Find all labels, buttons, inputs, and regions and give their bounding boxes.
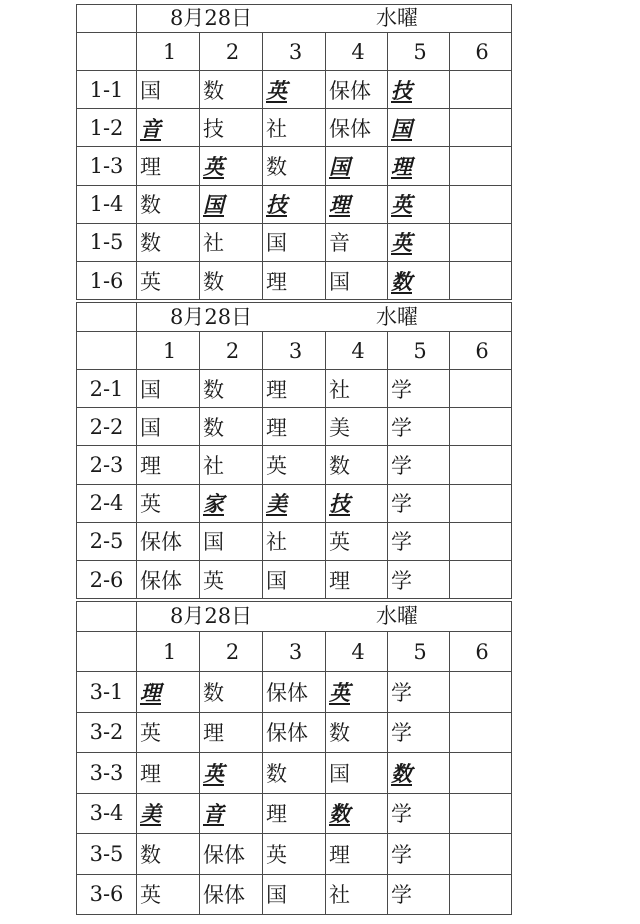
subject-cell xyxy=(450,753,512,794)
subject-text-changed: 英 xyxy=(391,230,412,256)
subject-cell xyxy=(263,712,326,753)
subject-cell xyxy=(263,147,326,185)
period-number: 5 xyxy=(388,332,450,370)
subject-cell xyxy=(326,712,388,753)
subject-cell xyxy=(263,560,326,598)
subject-cell xyxy=(200,261,263,299)
period-number: 3 xyxy=(263,632,326,672)
subject-text-changed: 音 xyxy=(140,115,161,141)
subject-text: 学 xyxy=(391,568,412,593)
subject-cell xyxy=(388,185,450,223)
subject-text: 数 xyxy=(329,453,350,478)
subject-cell xyxy=(450,370,512,408)
subject-text: 数 xyxy=(140,231,161,256)
subject-cell xyxy=(388,793,450,834)
subject-text: 理 xyxy=(140,453,161,478)
subject-text: 英 xyxy=(329,530,350,555)
subject-text: 学 xyxy=(391,802,412,827)
subject-text: 英 xyxy=(140,492,161,517)
subject-cell xyxy=(200,712,263,753)
subject-cell xyxy=(388,370,450,408)
table-row xyxy=(77,874,512,915)
subject-text-changed: 美 xyxy=(266,491,287,517)
subject-cell xyxy=(450,147,512,185)
subject-text: 学 xyxy=(391,680,412,705)
subject-text: 英 xyxy=(203,568,224,593)
subject-cell xyxy=(326,185,388,223)
subject-text: 数 xyxy=(203,377,224,402)
subject-cell xyxy=(326,522,388,560)
subject-text-changed: 国 xyxy=(329,153,350,179)
table-row xyxy=(77,672,512,713)
subject-text-changed: 技 xyxy=(329,491,350,517)
period-number: 5 xyxy=(388,33,450,71)
subject-text: 理 xyxy=(140,154,161,179)
subject-cell xyxy=(388,522,450,560)
subject-text: 国 xyxy=(329,761,350,786)
subject-text-changed: 英 xyxy=(203,153,224,179)
subject-text: 理 xyxy=(203,721,224,746)
subject-cell xyxy=(388,147,450,185)
subject-cell xyxy=(326,370,388,408)
corner-cell xyxy=(77,602,137,632)
subject-text: 保体 xyxy=(140,530,182,555)
subject-cell xyxy=(450,484,512,522)
class-label: 3-4 xyxy=(77,793,137,834)
period-number: 2 xyxy=(200,632,263,672)
class-label: 2-5 xyxy=(77,522,137,560)
table-row xyxy=(77,793,512,834)
class-label: 1-2 xyxy=(77,109,137,147)
subject-cell xyxy=(200,71,263,109)
subject-text: 国 xyxy=(140,78,161,103)
corner-cell xyxy=(77,33,137,71)
class-label: 2-6 xyxy=(77,560,137,598)
subject-text: 学 xyxy=(391,721,412,746)
subject-cell xyxy=(200,672,263,713)
period-number: 4 xyxy=(326,33,388,71)
subject-cell xyxy=(263,753,326,794)
subject-text-changed: 英 xyxy=(391,192,412,218)
subject-cell xyxy=(137,261,200,299)
subject-text: 保体 xyxy=(140,568,182,593)
subject-cell xyxy=(137,223,200,261)
date-label: 8月28日 xyxy=(170,305,253,329)
subject-text: 英 xyxy=(266,453,287,478)
table-row xyxy=(77,834,512,875)
date-label: 8月28日 xyxy=(170,6,253,30)
subject-text: 理 xyxy=(266,377,287,402)
subject-text: 英 xyxy=(140,269,161,294)
subject-cell xyxy=(200,834,263,875)
subject-cell xyxy=(200,223,263,261)
corner-cell xyxy=(77,5,137,33)
subject-text: 国 xyxy=(140,377,161,402)
subject-text: 技 xyxy=(203,116,224,141)
subject-cell xyxy=(450,874,512,915)
table-row xyxy=(77,560,512,598)
subject-cell xyxy=(263,793,326,834)
subject-text-changed: 英 xyxy=(266,77,287,103)
subject-cell xyxy=(450,672,512,713)
table-row xyxy=(77,261,512,299)
subject-text-changed: 数 xyxy=(391,268,412,294)
subject-text-changed: 技 xyxy=(391,77,412,103)
subject-cell xyxy=(200,446,263,484)
subject-cell xyxy=(200,560,263,598)
subject-text: 理 xyxy=(266,415,287,440)
period-number: 2 xyxy=(200,33,263,71)
subject-text: 英 xyxy=(266,842,287,867)
table-row xyxy=(77,223,512,261)
subject-cell xyxy=(388,71,450,109)
subject-cell xyxy=(450,793,512,834)
subject-cell xyxy=(388,753,450,794)
table-row xyxy=(77,370,512,408)
subject-cell xyxy=(137,672,200,713)
subject-cell xyxy=(388,672,450,713)
period-number: 3 xyxy=(263,332,326,370)
subject-text: 学 xyxy=(391,377,412,402)
subject-text: 理 xyxy=(140,761,161,786)
class-label: 1-3 xyxy=(77,147,137,185)
subject-text: 数 xyxy=(266,154,287,179)
subject-cell xyxy=(326,753,388,794)
class-label: 3-5 xyxy=(77,834,137,875)
subject-cell xyxy=(450,71,512,109)
subject-text: 社 xyxy=(203,453,224,478)
subject-cell xyxy=(200,874,263,915)
table-row xyxy=(77,446,512,484)
subject-text: 社 xyxy=(329,883,350,908)
subject-cell xyxy=(137,522,200,560)
subject-text: 国 xyxy=(329,269,350,294)
subject-cell xyxy=(263,408,326,446)
table-row xyxy=(77,522,512,560)
subject-text-changed: 国 xyxy=(391,115,412,141)
subject-text-changed: 音 xyxy=(203,801,224,827)
subject-cell xyxy=(326,446,388,484)
subject-cell xyxy=(388,408,450,446)
corner-cell xyxy=(77,332,137,370)
subject-cell xyxy=(388,446,450,484)
subject-cell xyxy=(326,560,388,598)
subject-text: 理 xyxy=(329,568,350,593)
subject-text: 国 xyxy=(203,530,224,555)
subject-text-changed: 英 xyxy=(203,760,224,786)
subject-text: 数 xyxy=(266,761,287,786)
subject-cell xyxy=(137,147,200,185)
subject-cell xyxy=(200,185,263,223)
subject-cell xyxy=(263,261,326,299)
timetable-block-1 xyxy=(76,4,512,300)
period-number: 4 xyxy=(326,632,388,672)
subject-cell xyxy=(263,834,326,875)
subject-cell xyxy=(450,185,512,223)
subject-cell xyxy=(263,672,326,713)
subject-cell xyxy=(388,712,450,753)
class-label: 2-3 xyxy=(77,446,137,484)
subject-text-changed: 理 xyxy=(391,153,412,179)
table-row xyxy=(77,484,512,522)
period-number: 4 xyxy=(326,332,388,370)
period-number: 6 xyxy=(450,33,512,71)
period-number: 1 xyxy=(137,33,200,71)
subject-cell xyxy=(137,560,200,598)
table-row xyxy=(77,109,512,147)
subject-cell xyxy=(137,834,200,875)
subject-cell xyxy=(200,147,263,185)
subject-text: 数 xyxy=(203,78,224,103)
corner-cell xyxy=(77,303,137,332)
subject-cell xyxy=(137,484,200,522)
subject-text: 社 xyxy=(266,530,287,555)
period-number: 1 xyxy=(137,632,200,672)
subject-text: 国 xyxy=(266,883,287,908)
subject-cell xyxy=(263,71,326,109)
subject-cell xyxy=(137,109,200,147)
subject-text: 数 xyxy=(203,269,224,294)
date-label: 8月28日 xyxy=(170,604,253,628)
table-row xyxy=(77,147,512,185)
subject-cell xyxy=(326,408,388,446)
date-header xyxy=(137,602,512,632)
subject-cell xyxy=(326,147,388,185)
subject-text: 数 xyxy=(140,193,161,218)
subject-text: 美 xyxy=(329,415,350,440)
subject-cell xyxy=(200,109,263,147)
subject-text: 保体 xyxy=(203,883,245,908)
subject-text: 学 xyxy=(391,842,412,867)
subject-text: 社 xyxy=(203,231,224,256)
subject-text: 国 xyxy=(266,231,287,256)
weekday-label: 水曜 xyxy=(376,604,418,628)
subject-text-changed: 理 xyxy=(140,679,161,705)
subject-cell xyxy=(200,522,263,560)
subject-cell xyxy=(263,223,326,261)
subject-text: 国 xyxy=(266,568,287,593)
subject-text: 社 xyxy=(329,377,350,402)
subject-cell xyxy=(137,712,200,753)
subject-text: 学 xyxy=(391,453,412,478)
subject-cell xyxy=(450,712,512,753)
subject-cell xyxy=(263,185,326,223)
subject-cell xyxy=(326,793,388,834)
table-row xyxy=(77,712,512,753)
subject-text-changed: 技 xyxy=(266,192,287,218)
subject-text-changed: 数 xyxy=(391,760,412,786)
subject-cell xyxy=(388,484,450,522)
period-number: 5 xyxy=(388,632,450,672)
subject-cell xyxy=(137,793,200,834)
subject-cell xyxy=(200,484,263,522)
class-label: 1-4 xyxy=(77,185,137,223)
date-header xyxy=(137,303,512,332)
subject-text: 数 xyxy=(329,721,350,746)
subject-cell xyxy=(137,185,200,223)
table-row xyxy=(77,753,512,794)
table-row xyxy=(77,408,512,446)
subject-text-changed: 家 xyxy=(203,491,224,517)
period-number: 6 xyxy=(450,632,512,672)
class-label: 1-6 xyxy=(77,261,137,299)
subject-cell xyxy=(326,109,388,147)
date-header xyxy=(137,5,512,33)
table-row xyxy=(77,185,512,223)
timetable-block-2 xyxy=(76,302,512,599)
subject-cell xyxy=(263,109,326,147)
subject-text-changed: 数 xyxy=(329,801,350,827)
class-label: 1-5 xyxy=(77,223,137,261)
subject-cell xyxy=(326,71,388,109)
subject-cell xyxy=(200,408,263,446)
subject-text: 英 xyxy=(140,721,161,746)
subject-text: 理 xyxy=(266,802,287,827)
subject-cell xyxy=(388,223,450,261)
subject-cell xyxy=(388,109,450,147)
subject-text: 学 xyxy=(391,492,412,517)
subject-cell xyxy=(450,446,512,484)
class-label: 2-4 xyxy=(77,484,137,522)
subject-text: 数 xyxy=(203,415,224,440)
subject-cell xyxy=(388,874,450,915)
subject-text: 国 xyxy=(140,415,161,440)
class-label: 3-1 xyxy=(77,672,137,713)
subject-cell xyxy=(388,560,450,598)
period-number: 2 xyxy=(200,332,263,370)
subject-text: 社 xyxy=(266,116,287,141)
class-label: 2-1 xyxy=(77,370,137,408)
subject-cell xyxy=(200,793,263,834)
subject-cell xyxy=(137,408,200,446)
period-number: 3 xyxy=(263,33,326,71)
subject-text: 数 xyxy=(203,680,224,705)
subject-cell xyxy=(388,261,450,299)
subject-cell xyxy=(326,874,388,915)
subject-text: 保体 xyxy=(266,680,308,705)
table-row xyxy=(77,71,512,109)
class-label: 3-2 xyxy=(77,712,137,753)
subject-text-changed: 英 xyxy=(329,679,350,705)
subject-text: 保体 xyxy=(329,78,371,103)
subject-text: 保体 xyxy=(329,116,371,141)
subject-cell xyxy=(263,446,326,484)
subject-cell xyxy=(200,753,263,794)
subject-cell xyxy=(326,834,388,875)
subject-cell xyxy=(137,446,200,484)
subject-cell xyxy=(450,109,512,147)
subject-text: 音 xyxy=(329,231,350,256)
subject-text: 英 xyxy=(140,883,161,908)
subject-cell xyxy=(450,522,512,560)
subject-cell xyxy=(326,261,388,299)
period-number: 6 xyxy=(450,332,512,370)
subject-cell xyxy=(326,484,388,522)
subject-cell xyxy=(450,223,512,261)
subject-text-changed: 国 xyxy=(203,192,224,218)
subject-cell xyxy=(263,370,326,408)
subject-cell xyxy=(137,71,200,109)
subject-cell xyxy=(326,223,388,261)
subject-cell xyxy=(137,370,200,408)
class-label: 3-6 xyxy=(77,874,137,915)
subject-text: 学 xyxy=(391,530,412,555)
subject-text: 数 xyxy=(140,842,161,867)
subject-text: 学 xyxy=(391,883,412,908)
subject-cell xyxy=(263,874,326,915)
subject-text-changed: 理 xyxy=(329,192,350,218)
subject-text: 保体 xyxy=(266,721,308,746)
timetable-block-3 xyxy=(76,601,512,915)
subject-text-changed: 美 xyxy=(140,801,161,827)
subject-cell xyxy=(137,874,200,915)
subject-text: 保体 xyxy=(203,842,245,867)
class-label: 1-1 xyxy=(77,71,137,109)
subject-cell xyxy=(450,261,512,299)
subject-cell xyxy=(326,672,388,713)
subject-cell xyxy=(450,408,512,446)
weekday-label: 水曜 xyxy=(376,305,418,329)
subject-cell xyxy=(450,560,512,598)
subject-text: 学 xyxy=(391,415,412,440)
subject-cell xyxy=(200,370,263,408)
weekday-label: 水曜 xyxy=(376,6,418,30)
subject-cell xyxy=(137,753,200,794)
class-label: 2-2 xyxy=(77,408,137,446)
class-label: 3-3 xyxy=(77,753,137,794)
subject-text: 理 xyxy=(329,842,350,867)
corner-cell xyxy=(77,632,137,672)
subject-cell xyxy=(263,522,326,560)
subject-cell xyxy=(263,484,326,522)
subject-text: 理 xyxy=(266,269,287,294)
subject-cell xyxy=(450,834,512,875)
period-number: 1 xyxy=(137,332,200,370)
subject-cell xyxy=(388,834,450,875)
